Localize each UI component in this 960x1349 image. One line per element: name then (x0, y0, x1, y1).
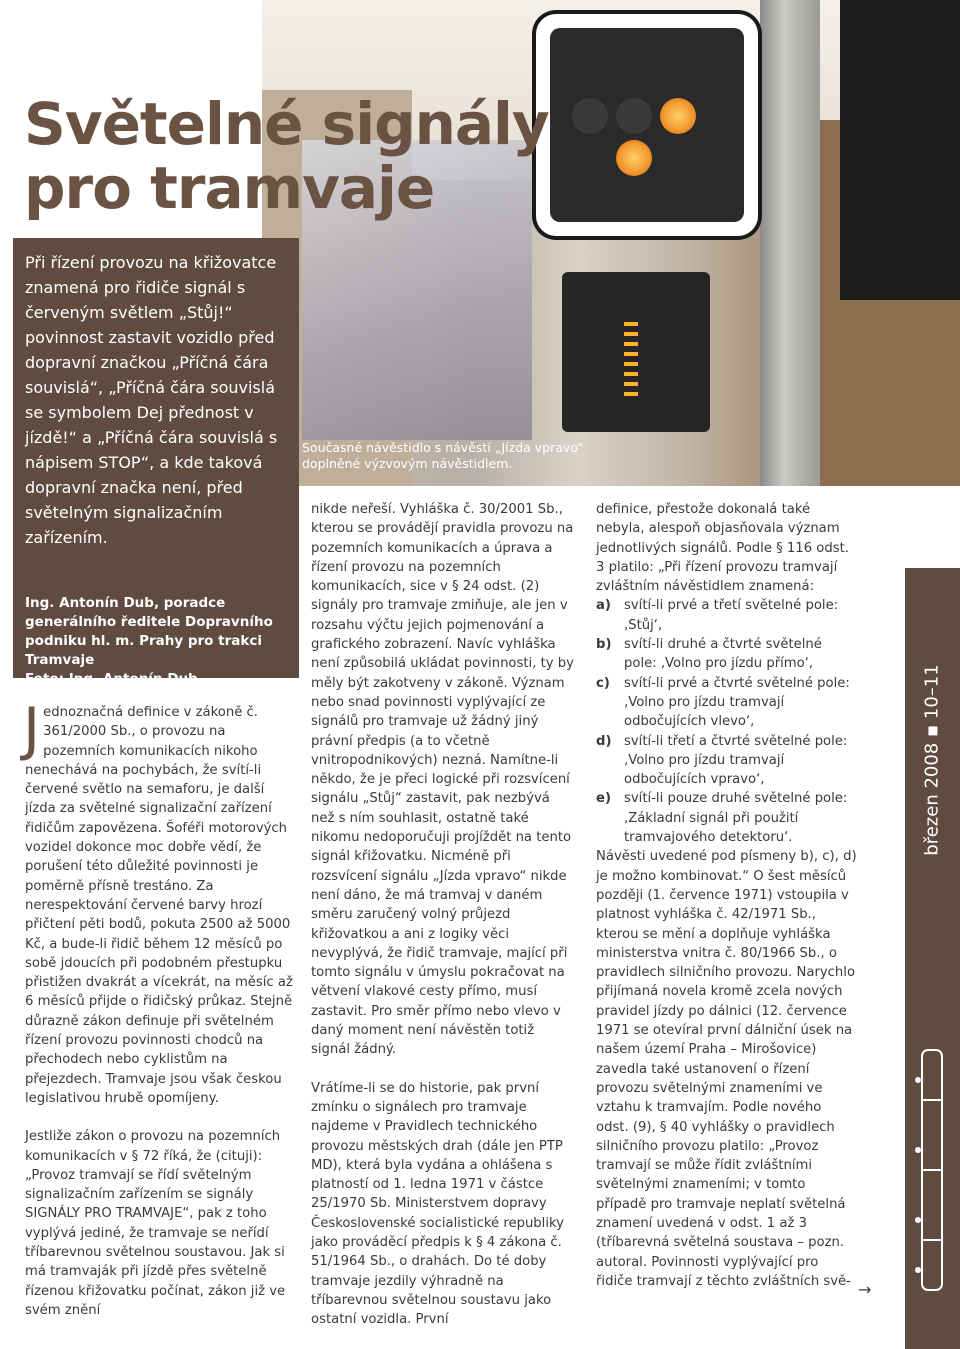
title-line-2: pro tramvaje (24, 154, 435, 222)
col1-paragraph-2: Jestliže zákon o provozu na pozemních komunikacích v § 72 říká, že (cituji): „Provoz tramvají se řídí světelným signalizačním zařízením se signály SIGNÁLY PRO TRAMVAJE“, pak z toho vyplývá jediné, že tramvaje se neřídí tříbarevnou světelnou soustavou. Jak si má tramvaják při jízdě přes světelně řízenou křižovatku počínat, zákon již ve svém znění (25, 1129, 286, 1318)
col2-paragraph-1: nikde neřeší. Vyhláška č. 30/2001 Sb., kterou se provádějí pravidla provozu na pozemních komunikacích a úprava a řízení provozu na pozemních komunikacích, sice v § 24 odst. (2) signály pro tramvaje zmiňuje, ale jen v rozsahu výčtu jejich pojmenování a grafického zobrazení. Navíc vyhláška není způsobilá ukládat povinnosti, ty by měly být zakotveny v zákoně. Význam nebo snad povinnosti vyplývající ze signálů pro tramvaje už žádný jiný právní předpis (a to včetně vnitropodnikových) nezná. Namítne-li někdo, že je přeci logické při rozsvícení signálu „Stůj“ zastavit, pak nezbývá než s ním souhlasit, ostatně také nikomu nedoporučuji projíždět na tento signál křižovatku. Nicméně při rozsvícení signálu „Jízda vpravo“ nikde není dáno, že má tramvaj v daném směru zaručený volný průjezd křižovatkou a ani z logiky věci nevyplývá, že řidič tramvaje, mající při tomto signálu v úmyslu pokračovat na větvení vlakové cesty přímo, musí zastavit. Pro směr přímo nebo vlevo v daný moment není návěstěn totiž signál žádný. (311, 502, 574, 1058)
photo-credit: Foto: Ing. Antonín Dub (25, 671, 198, 687)
lead-text: Při řízení provozu na křižovatce znamená pro řidiče signál s červeným světlem „Stůj!“ povinnost zastavit vozidlo před dopravní značkou „Příčná čára souvislá“, „Příčná čára souvislá se symbolem Dej přednost v jízdě!“ a „Příčná čára souvislá s nápisem STOP“, a kde taková dopravní značka není, před světelným signalizačním zařízením. (25, 253, 278, 547)
tram-signal-call (562, 272, 710, 432)
col3-after: Návěsti uvedené pod písmeny b), c), d) je možno kombinovat.“ O šest měsíců později (1. července 1971) vstoupila v platnost vyhláška č. 42/1971 Sb., kterou se mění a doplňuje vyhláška ministerstva vnitra č. 80/1966 Sb., o pravidlech silničního provozu. Narychlo přijímaná novela kromě zcela nových pravidel jízdy po dálnici (12. července 1971 se otevíral první dálniční úsek na našem území Praha – Mirošovice) zavedla také ustanovení o řízení provozu světelnými znameními ve vztahu k tramvajím. Podle nového odst. (9), § 40 vyhlášky o pravidlech silničního provozu platilo: „Provoz tramvají se může řídit zvláštními světelnými znameními; v tomto případě pro tramvaje neplatí světelná znamení uvedená v odst. 1 až 3 (tříbarevná světelná soustava – pozn. autoral. Povinnosti vyplývající pro řidiče tramvají z těchto zvláštních svě- (596, 849, 857, 1289)
column-3 (596, 500, 858, 1291)
author-line: Ing. Antonín Dub, poradce generálního ředitele Dopravního podniku hl. m. Prahy pro trakci Tramvaje (25, 595, 273, 668)
column-2 (311, 500, 576, 1329)
col2-paragraph-2: Vrátíme-li se do historie, pak první zmínku o signálech pro tramvaje najdeme v Pravidlech technického provozu městských drah (dále jen PTP MD), která byla vydána a ohlášena s platností od 1. ledna 1971 v částce 25/1970 Sb. Ministerstvem dopravy Československé socialistické republiky jako prováděcí předpis k § 4 zákona č. 51/1964 Sb., o drahách. Do té doby tramvaje jezdily výhradně na tříbarevnou světelnou soustavu jako ostatní vozidla. První (311, 1080, 564, 1328)
issue-text: březen 2008 ▪ 10–11 (921, 664, 943, 856)
signal-lamp-2 (616, 98, 652, 134)
title-line-1: Světelné signály (24, 90, 549, 158)
list-item: c) svítí-li prvé a čtvrté světelné pole: ‚Volno pro jízdu tramvají odbočujících vlevo‘, (596, 675, 850, 730)
photo-pole (760, 0, 820, 486)
lead-box (13, 238, 299, 687)
page-title (24, 92, 549, 220)
traffic-light (840, 0, 960, 300)
tram-signal-main (532, 10, 762, 240)
col3-intro: definice, přestože dokonalá také nebyla, alespoň objasňovala význam jednotlivých signálů. Podle § 116 odst. 3 platilo: „Při řízení provozu tramvají zvláštním návěstidlem znamená: (596, 502, 849, 595)
list-item: d) svítí-li třetí a čtvrté světelné pole: ‚Volno pro jízdu tramvají odbočujících vpravo‘, (596, 733, 848, 788)
signal-lamp-3 (660, 98, 696, 134)
tram-icon (912, 1040, 952, 1300)
author-block (25, 594, 287, 689)
list-item: b) svítí-li druhé a čtvrté světelné pole: ‚Volno pro jízdu přímo‘, (596, 637, 822, 672)
signal-list (596, 596, 858, 847)
header-photo (262, 0, 960, 486)
col1-paragraph-1 (23, 695, 293, 1108)
tram-signal-box (550, 28, 744, 222)
list-item: a) svítí-li prvé a třetí světelné pole: ‚Stůj‘, (596, 598, 839, 633)
signal-lamp-4 (616, 140, 652, 176)
list-item: e) svítí-li pouze druhé světelné pole: ‚Základní signál při použití tramvajového detektoru‘. (596, 791, 848, 846)
signal-lamp-1 (572, 98, 608, 134)
drop-cap: J (23, 695, 41, 763)
continue-arrow-icon: → (858, 1280, 872, 1299)
column-1 (23, 695, 293, 1320)
photo-caption: Současné návěstidlo s návěstí „Jízda vpravo“ doplněné výzvovým návěstidlem. (302, 440, 584, 471)
col1-p1-text: ednoznačná definice v zákoně č. 361/2000 Sb., o provozu na pozemních komunikacích nikoho nenechává na pochybách, že svítí-li červené světlo na semaforu, je další jízda za světelné signalizační zařízení řidičům zapovězena. Šoféři motorových vozidel dokonce moc dobře vědí, že porušení této důležité povinnosti je poměrně přísně trestáno. Za nerespektování červené barvy hrozí přičtení pěti bodů, pokuta 2500 až 5000 Kč, a bude-li řidič během 12 měsíců po sobě jdoucích při podobném přestupku přistižen dvakrát a vícekrát, na měsíc až 6 měsíců přijde o řidičský průkaz. Stejně důrazně zákon definuje při světelném řízení provozu povinnosti chodců na přechodech nebo cyklistům na přejezdech. Tramvaje jsou však českou legislativou hrubě opomíjeny. (25, 705, 293, 1106)
call-signal-dots (624, 322, 638, 402)
